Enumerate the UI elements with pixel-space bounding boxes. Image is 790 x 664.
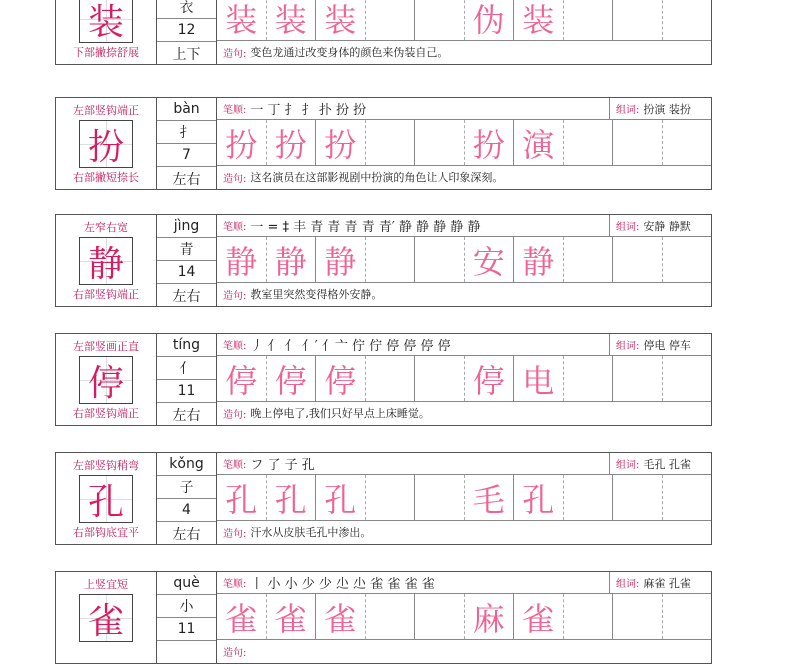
example-sentence (217, 165, 711, 189)
pinyin: què (157, 572, 216, 595)
character-panel (56, 572, 157, 663)
example-sentence (217, 401, 711, 425)
practice-cell (415, 594, 465, 639)
main-character: 雀 (87, 600, 124, 642)
practice-cell: 演 (514, 120, 564, 165)
practice-cell (366, 475, 416, 520)
bottom-writing-hint: 右部竖钩端正 (73, 407, 139, 420)
words-label: 组词: (616, 579, 640, 590)
practice-cell (415, 475, 465, 520)
stroke-order-text: 丿 亻 亻 亻′ 亻亠 佇 佇 停 停 停 停 (250, 339, 451, 354)
stroke-order-text: フ 了 子 孔 (250, 458, 315, 473)
practice-cell (613, 594, 663, 639)
practice-cell (613, 356, 663, 401)
top-writing-hint: 左窄右宽 (84, 221, 128, 234)
example-sentence (217, 282, 711, 306)
character-panel (56, 334, 157, 425)
bottom-writing-hint: 右部竖钩端正 (73, 288, 139, 301)
practice-cell (366, 0, 416, 40)
character-info (157, 0, 217, 64)
practice-cell: 停 (465, 356, 515, 401)
practice-cell: 孔 (267, 475, 317, 520)
main-character-box (79, 120, 133, 168)
words-text: 停电 停车 (643, 338, 691, 352)
practice-grid (217, 237, 711, 283)
example-sentence (217, 520, 711, 544)
character-info (157, 215, 217, 306)
practice-cell: 雀 (514, 594, 564, 639)
practice-cell: 安 (465, 237, 515, 282)
main-character-box (79, 356, 133, 404)
radical: 子 (157, 476, 216, 499)
practice-cell: 停 (267, 356, 317, 401)
practice-cell (564, 356, 614, 401)
practice-cell (564, 120, 614, 165)
practice-cell: 雀 (217, 594, 267, 639)
sentence-text: 晚上停电了,我们只好早点上床睡觉。 (250, 407, 430, 420)
word-examples (609, 572, 711, 594)
example-sentence (217, 639, 711, 663)
practice-cell: 停 (217, 356, 267, 401)
practice-cell: 静 (316, 237, 366, 282)
structure: 左右 (172, 526, 201, 543)
practice-cell (366, 120, 416, 165)
stroke-order-label: 笔顺: (223, 222, 247, 233)
practice-area (217, 215, 711, 306)
radical: 亻 (157, 357, 216, 380)
sentence-text: 教室里突然变得格外安静。 (250, 288, 383, 301)
practice-cell: 电 (514, 356, 564, 401)
practice-cell (415, 0, 465, 40)
practice-cell: 静 (217, 237, 267, 282)
words-label: 组词: (616, 460, 640, 471)
sentence-label: 造句: (223, 290, 247, 302)
practice-cell (613, 475, 663, 520)
structure: 左右 (172, 171, 201, 188)
sentence-label: 造句: (223, 647, 247, 659)
character-panel (56, 453, 157, 544)
stroke-order-label: 笔顺: (223, 341, 247, 352)
practice-grid (217, 594, 711, 640)
practice-cell: 扮 (217, 120, 267, 165)
words-text: 扮演 装扮 (643, 102, 691, 116)
practice-cell: 静 (267, 237, 317, 282)
words-label: 组词: (616, 341, 640, 352)
main-character: 装 (87, 1, 124, 43)
main-character-box (79, 237, 133, 285)
stroke-count: 11 (157, 380, 216, 403)
practice-area (217, 98, 711, 189)
pinyin: bàn (157, 98, 216, 121)
words-text: 毛孔 孔雀 (643, 457, 691, 471)
practice-cell (663, 356, 712, 401)
bottom-writing-hint: 右部撇短捺长 (73, 171, 139, 184)
practice-cell: 麻 (465, 594, 515, 639)
radical: 小 (157, 595, 216, 618)
character-panel (56, 215, 157, 306)
practice-cell: 扮 (267, 120, 317, 165)
stroke-count: 4 (157, 499, 216, 522)
practice-cell (366, 356, 416, 401)
word-examples (609, 98, 711, 120)
practice-cell (663, 237, 712, 282)
bottom-writing-hint: 下部撇捺舒展 (73, 46, 139, 59)
practice-cell (613, 237, 663, 282)
practice-grid (217, 120, 711, 166)
radical: 衣 (157, 0, 216, 19)
stroke-order-text: 丨 小 小 少 少 尐 尐 雀 雀 雀 雀 (250, 577, 435, 592)
character-block (55, 97, 712, 190)
practice-cell (663, 120, 712, 165)
main-character: 静 (87, 243, 124, 285)
character-block (55, 333, 712, 426)
practice-cell: 伪 (465, 0, 515, 40)
practice-cell (564, 0, 614, 40)
character-info (157, 334, 217, 425)
radical: 青 (157, 238, 216, 261)
practice-area (217, 334, 711, 425)
character-block (55, 0, 712, 65)
sentence-label: 造句: (223, 528, 247, 540)
stroke-order (217, 98, 609, 120)
practice-cell (663, 594, 712, 639)
character-info (157, 572, 217, 663)
character-block (55, 452, 712, 545)
character-panel (56, 0, 157, 64)
main-character: 扮 (87, 126, 124, 168)
practice-cell (564, 237, 614, 282)
practice-cell: 停 (316, 356, 366, 401)
practice-cell: 扮 (316, 120, 366, 165)
practice-cell: 孔 (514, 475, 564, 520)
sentence-text: 变色龙通过改变身体的颜色来伪装自己。 (250, 46, 449, 59)
main-character: 孔 (87, 481, 124, 523)
stroke-order-label: 笔顺: (223, 460, 247, 471)
sentence-label: 造句: (223, 409, 247, 421)
main-character-box (79, 0, 133, 43)
practice-cell: 孔 (316, 475, 366, 520)
top-writing-hint: 上竖宜短 (84, 578, 128, 591)
practice-cell (366, 594, 416, 639)
practice-cell (415, 356, 465, 401)
radical: 扌 (157, 121, 216, 144)
stroke-order-label: 笔顺: (223, 579, 247, 590)
sentence-text: 汗水从皮肤毛孔中渗出。 (250, 526, 372, 539)
word-examples (609, 453, 711, 475)
structure: 左右 (172, 407, 201, 424)
practice-grid (217, 356, 711, 402)
stroke-count: 11 (157, 618, 216, 641)
sentence-label: 造句: (223, 173, 247, 185)
main-character: 停 (87, 362, 124, 404)
practice-area (217, 572, 711, 663)
practice-cell: 装 (316, 0, 366, 40)
word-examples (609, 215, 711, 237)
practice-cell: 装 (217, 0, 267, 40)
practice-cell (415, 120, 465, 165)
top-writing-hint: 左部竖钩端正 (73, 104, 139, 117)
stroke-order (217, 334, 609, 356)
pinyin: jìng (157, 215, 216, 238)
stroke-order-text: 一 = ‡ 丰 青 青 青 青 青′ 静 静 静 静 静 (250, 220, 481, 235)
main-character-box (79, 594, 133, 642)
practice-cell: 毛 (465, 475, 515, 520)
stroke-order (217, 215, 609, 237)
practice-cell (366, 237, 416, 282)
character-info (157, 98, 217, 189)
words-text: 麻雀 孔雀 (643, 576, 691, 590)
practice-cell: 扮 (465, 120, 515, 165)
sentence-label: 造句: (223, 48, 247, 60)
stroke-order-label: 笔顺: (223, 105, 247, 116)
top-writing-hint: 左部竖画正直 (73, 340, 139, 353)
practice-grid (217, 0, 711, 41)
words-label: 组词: (616, 222, 640, 233)
structure (157, 641, 216, 664)
bottom-writing-hint: 右部钩底宜平 (73, 526, 139, 539)
stroke-order-text: 一 丁 扌 扌 扑 扮 扮 (250, 103, 367, 118)
practice-cell (663, 475, 712, 520)
practice-cell (663, 0, 712, 40)
word-examples (609, 334, 711, 356)
practice-cell (564, 594, 614, 639)
structure: 上下 (172, 46, 201, 63)
stroke-count: 12 (157, 19, 216, 42)
practice-cell: 装 (267, 0, 317, 40)
practice-area (217, 453, 711, 544)
practice-cell: 静 (514, 237, 564, 282)
top-writing-hint: 左部竖钩稍弯 (73, 459, 139, 472)
pinyin: kǒng (157, 453, 216, 476)
stroke-order (217, 453, 609, 475)
main-character-box (79, 475, 133, 523)
practice-cell (415, 237, 465, 282)
practice-cell (613, 120, 663, 165)
practice-cell: 雀 (267, 594, 317, 639)
words-text: 安静 静默 (643, 219, 691, 233)
example-sentence (217, 40, 711, 64)
character-info (157, 453, 217, 544)
stroke-count: 14 (157, 261, 216, 284)
practice-cell: 孔 (217, 475, 267, 520)
stroke-count: 7 (157, 144, 216, 167)
practice-cell (613, 0, 663, 40)
words-label: 组词: (616, 105, 640, 116)
character-block (55, 214, 712, 307)
practice-grid (217, 475, 711, 521)
character-block (55, 571, 712, 664)
structure: 左右 (172, 288, 201, 305)
character-panel (56, 98, 157, 189)
pinyin: tíng (157, 334, 216, 357)
practice-area (217, 0, 711, 64)
sentence-text: 这名演员在这部影视剧中扮演的角色让人印象深刻。 (250, 171, 504, 184)
stroke-order (217, 572, 609, 594)
practice-cell: 装 (514, 0, 564, 40)
practice-cell: 雀 (316, 594, 366, 639)
practice-cell (564, 475, 614, 520)
